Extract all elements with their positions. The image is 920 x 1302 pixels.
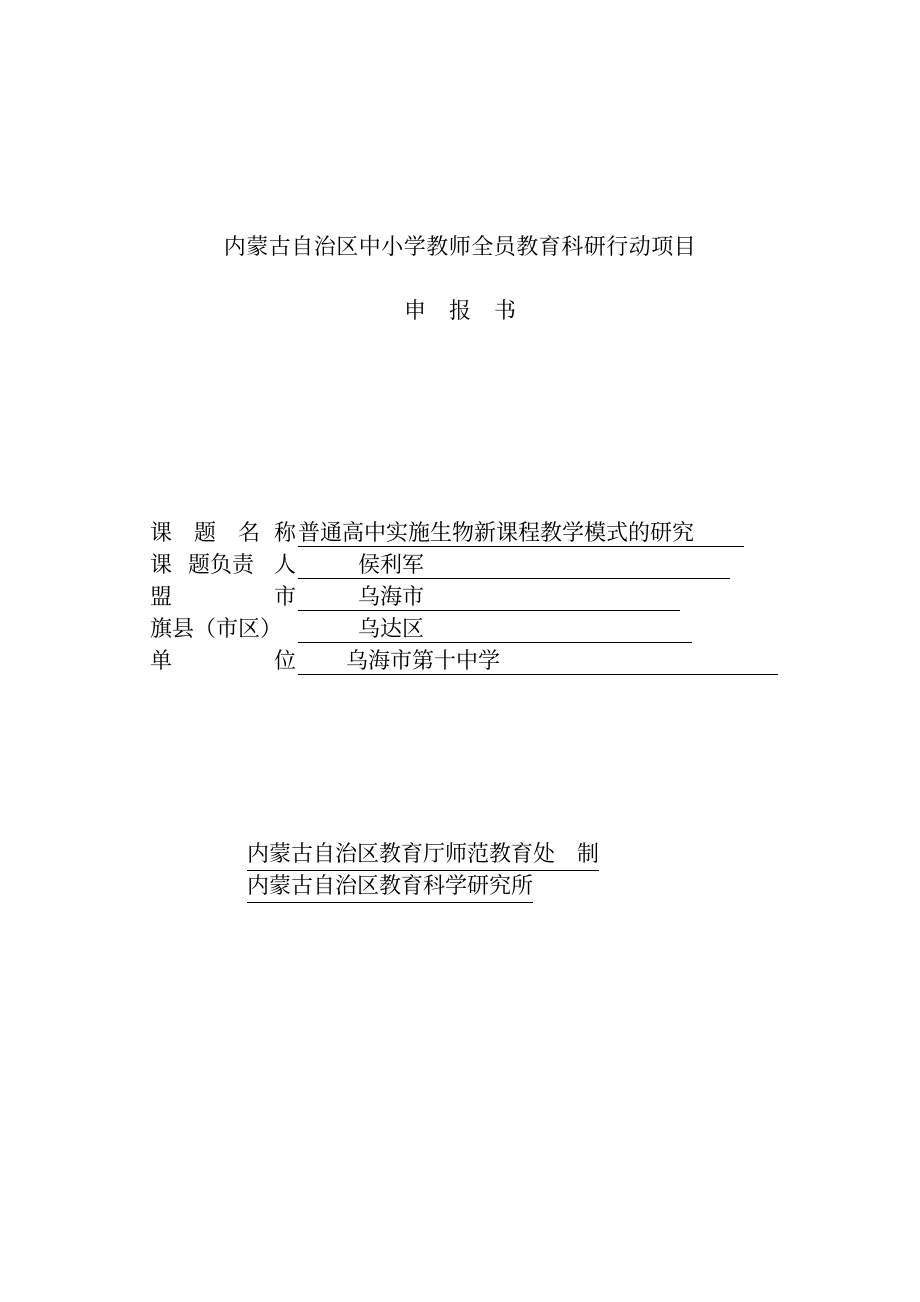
field-unit: 单 位 乌海市第十中学 <box>150 646 790 678</box>
project-leader-value: 侯利军 <box>298 550 730 579</box>
document-subtitle: 申 报 书 <box>404 299 516 324</box>
project-info-fields <box>150 518 790 678</box>
field-county-district: 旗县（市区） 乌达区 <box>150 614 790 646</box>
county-district-value: 乌达区 <box>298 614 692 643</box>
issuer-education-department: 内蒙古自治区教育厅师范教育处 制 <box>247 840 599 871</box>
field-topic-name: 课 题 名 称 普通高中实施生物新课程教学模式的研究 <box>150 518 790 550</box>
issuing-authorities <box>247 840 599 904</box>
field-league-city: 盟 市 乌海市 <box>150 582 790 614</box>
issuer-line-1 <box>247 840 599 872</box>
issuer-research-institute: 内蒙古自治区教育科学研究所 <box>247 872 533 903</box>
league-city-value: 乌海市 <box>298 582 680 611</box>
field-project-leader: 课 题负责 人 侯利军 <box>150 550 790 582</box>
topic-name-value: 普通高中实施生物新课程教学模式的研究 <box>298 518 744 547</box>
unit-value: 乌海市第十中学 <box>298 646 778 675</box>
issuer-line-2 <box>247 872 599 904</box>
document-title: 内蒙古自治区中小学教师全员教育科研行动项目 <box>223 235 697 260</box>
